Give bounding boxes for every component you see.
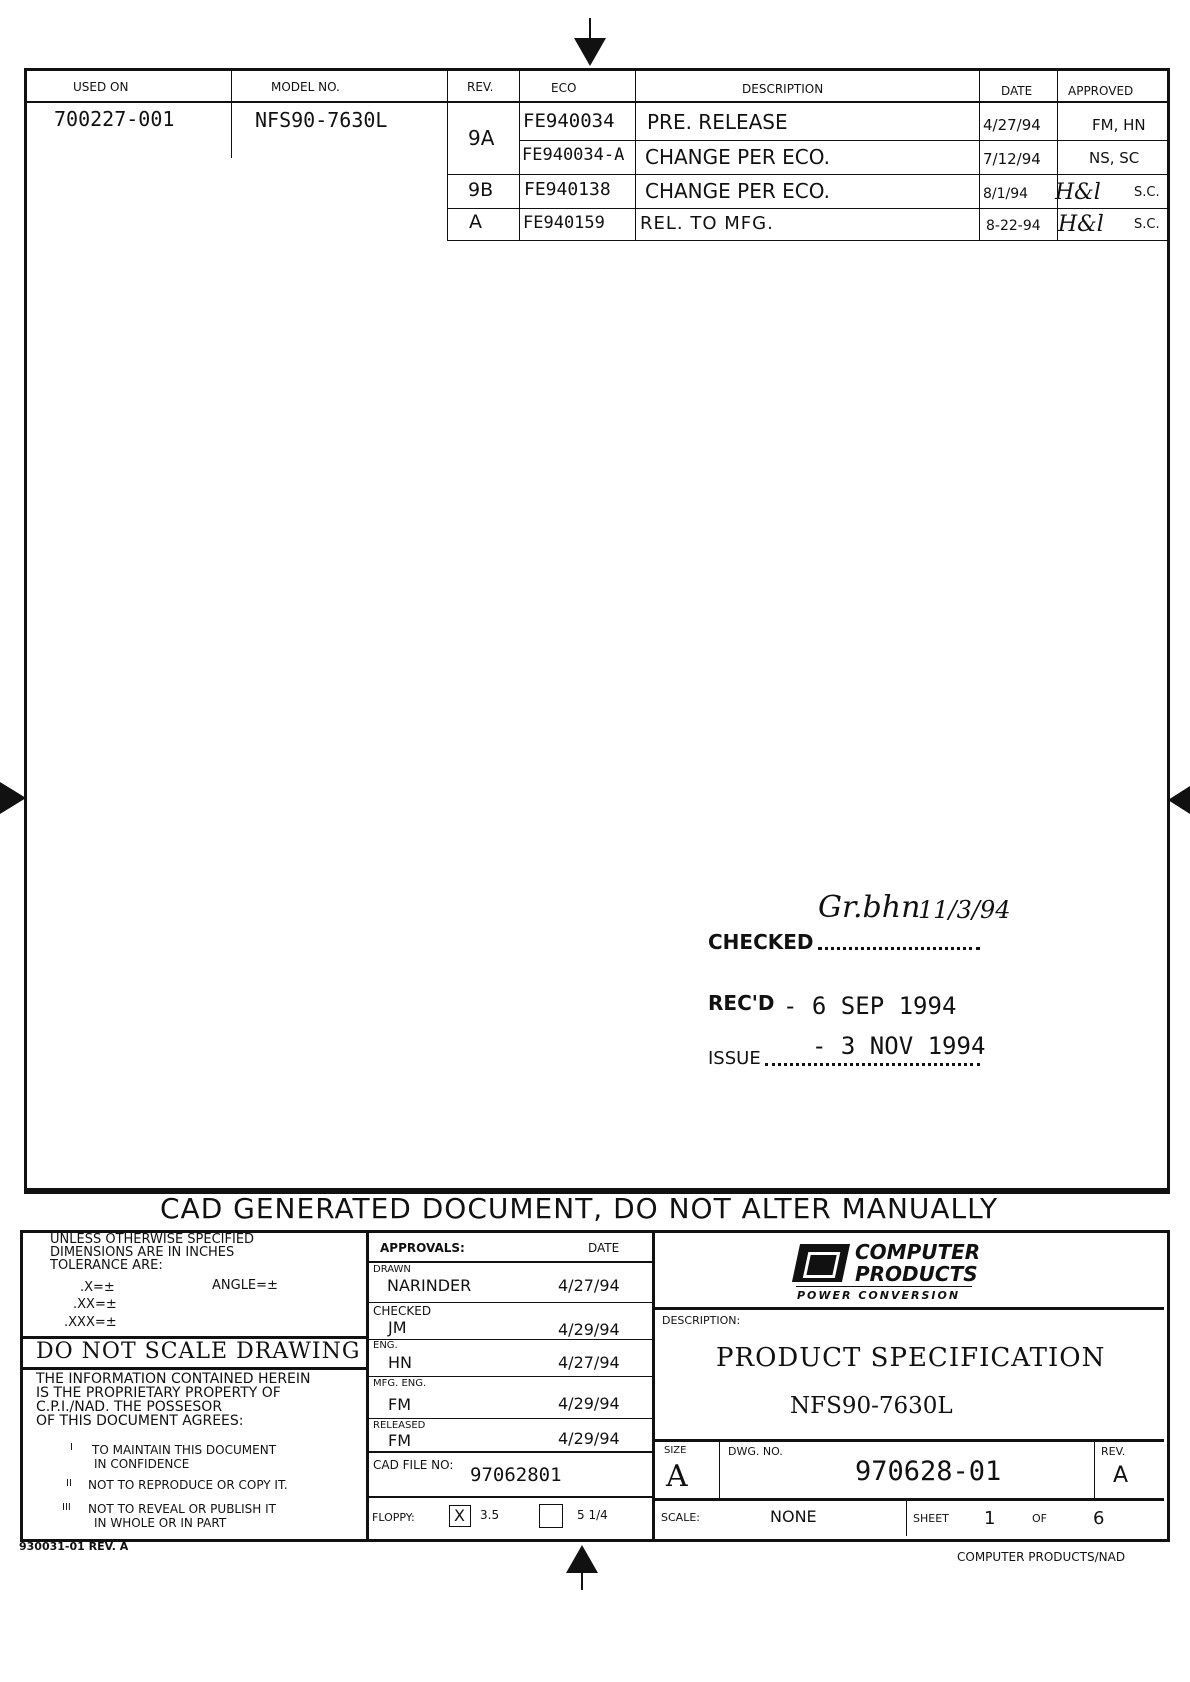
floppy-35-checkbox bbox=[449, 1505, 471, 1527]
scale-label: SCALE: bbox=[661, 1511, 700, 1524]
tolerance-line-1: UNLESS OTHERWISE SPECIFIED bbox=[50, 1232, 255, 1247]
cad-file-no: 97062801 bbox=[470, 1464, 562, 1486]
company-logo bbox=[792, 1244, 850, 1282]
tolerance-xx: .XX=± bbox=[73, 1297, 117, 1312]
rev-value: A bbox=[1113, 1463, 1129, 1488]
name-mfg-eng: FM bbox=[388, 1395, 412, 1414]
cad-file-label: CAD FILE NO: bbox=[373, 1458, 454, 1472]
company-name-1: COMPUTER bbox=[855, 1240, 981, 1264]
role-mfg-eng: MFG. ENG. bbox=[373, 1378, 427, 1389]
issue-label: ISSUE bbox=[708, 1048, 761, 1069]
bottom-center-arrow bbox=[566, 1545, 598, 1573]
desc-row-3: CHANGE PER ECO. bbox=[645, 179, 830, 203]
date-row-2: 7/12/94 bbox=[983, 150, 1041, 168]
company-name-2: PRODUCTS bbox=[855, 1262, 978, 1286]
floppy-35-mark: X bbox=[454, 1506, 465, 1525]
dwg-no-label: DWG. NO. bbox=[728, 1445, 783, 1458]
role-eng: ENG. bbox=[373, 1340, 398, 1351]
header-approved: APPROVED bbox=[1068, 84, 1134, 98]
tolerance-line-2: DIMENSIONS ARE IN INCHES bbox=[50, 1245, 235, 1260]
drawing-border bbox=[24, 68, 1170, 1194]
proprietary-item-3-text: NOT TO REVEAL OR PUBLISH IT bbox=[88, 1502, 276, 1516]
date-checked: 4/29/94 bbox=[558, 1320, 620, 1339]
of-label: OF bbox=[1032, 1512, 1047, 1525]
approved-row-3: S.C. bbox=[1134, 185, 1160, 200]
date-row-3: 8/1/94 bbox=[983, 186, 1029, 202]
sheet-label: SHEET bbox=[913, 1512, 949, 1525]
eco-row-4: FE940159 bbox=[523, 213, 605, 233]
date-released: 4/29/94 bbox=[558, 1429, 620, 1448]
rev-row-1: 9A bbox=[468, 126, 495, 150]
header-eco: ECO bbox=[551, 81, 577, 95]
approval-signature-row-4: H&l bbox=[1058, 212, 1104, 237]
proprietary-line-3: C.P.I./NAD. THE POSSESOR bbox=[36, 1399, 223, 1415]
top-center-arrow bbox=[574, 38, 606, 66]
date-drawn: 4/27/94 bbox=[558, 1276, 620, 1295]
recd-label: REC'D bbox=[708, 991, 775, 1015]
proprietary-line-4: OF THIS DOCUMENT AGREES: bbox=[36, 1413, 244, 1429]
floppy-514-checkbox bbox=[539, 1504, 563, 1528]
proprietary-item-2-text: NOT TO REPRODUCE OR COPY IT. bbox=[88, 1478, 288, 1492]
description-label: DESCRIPTION: bbox=[662, 1314, 741, 1327]
date-eng: 4/27/94 bbox=[558, 1353, 620, 1372]
proprietary-item-1-text2: IN CONFIDENCE bbox=[94, 1457, 190, 1471]
form-number: 930031-01 REV. A bbox=[19, 1540, 129, 1553]
model-no-value: NFS90-7630L bbox=[255, 108, 388, 132]
recd-date: - 6 SEP 1994 bbox=[783, 992, 957, 1020]
date-row-4: 8-22-94 bbox=[986, 218, 1041, 234]
header-rev: REV. bbox=[467, 80, 494, 94]
checked-date: 11/3/94 bbox=[918, 896, 1011, 924]
approval-signature-row-3: H&l bbox=[1055, 180, 1101, 205]
do-not-scale: DO NOT SCALE DRAWING bbox=[36, 1339, 361, 1364]
scale-value: NONE bbox=[770, 1507, 817, 1526]
proprietary-item-2-num: II bbox=[66, 1478, 72, 1489]
used-on-value: 700227-001 bbox=[54, 107, 175, 131]
floppy-514-label: 5 1/4 bbox=[577, 1508, 608, 1522]
name-released: FM bbox=[388, 1431, 412, 1450]
rev-row-4: A bbox=[469, 211, 482, 233]
floppy-label: FLOPPY: bbox=[372, 1511, 415, 1524]
cad-banner: CAD GENERATED DOCUMENT, DO NOT ALTER MANUALLY bbox=[160, 1192, 999, 1225]
company-footer: COMPUTER PRODUCTS/NAD bbox=[957, 1550, 1126, 1564]
desc-row-4: REL. TO MFG. bbox=[640, 213, 774, 234]
tolerance-line-3: TOLERANCE ARE: bbox=[50, 1258, 163, 1273]
approved-row-1: FM, HN bbox=[1092, 116, 1146, 134]
name-checked: JM bbox=[388, 1318, 407, 1337]
eco-row-3: FE940138 bbox=[524, 179, 611, 200]
tolerance-xxx: .XXX=± bbox=[64, 1315, 117, 1330]
eco-row-2: FE940034-A bbox=[522, 145, 625, 165]
approved-row-2: NS, SC bbox=[1089, 149, 1140, 167]
checked-signature: Gr.bhn bbox=[818, 890, 921, 925]
proprietary-item-1-text: TO MAINTAIN THIS DOCUMENT bbox=[92, 1443, 277, 1457]
desc-row-2: CHANGE PER ECO. bbox=[645, 145, 830, 169]
header-model-no: MODEL NO. bbox=[271, 80, 340, 94]
header-description: DESCRIPTION bbox=[742, 82, 824, 96]
checked-label: CHECKED bbox=[708, 930, 814, 954]
size-value: A bbox=[666, 1459, 688, 1494]
dwg-no-value: 970628-01 bbox=[855, 1456, 1002, 1487]
proprietary-item-3-text2: IN WHOLE OR IN PART bbox=[94, 1516, 227, 1530]
eco-row-1: FE940034 bbox=[523, 110, 615, 132]
product-title: PRODUCT SPECIFICATION bbox=[716, 1343, 1106, 1373]
date-mfg-eng: 4/29/94 bbox=[558, 1394, 620, 1413]
approvals-date-header: DATE bbox=[588, 1241, 620, 1255]
header-date: DATE bbox=[1001, 84, 1033, 98]
header-used-on: USED ON bbox=[73, 80, 129, 94]
issue-date: - 3 NOV 1994 bbox=[812, 1032, 986, 1060]
left-center-arrow bbox=[0, 782, 26, 814]
role-checked: CHECKED bbox=[373, 1304, 432, 1318]
role-released: RELEASED bbox=[373, 1420, 426, 1431]
proprietary-line-1: THE INFORMATION CONTAINED HEREIN bbox=[36, 1371, 311, 1387]
rev-label: REV. bbox=[1101, 1445, 1126, 1458]
checked-dotted-line bbox=[818, 947, 980, 950]
approved-row-4: S.C. bbox=[1134, 217, 1160, 232]
name-eng: HN bbox=[388, 1353, 412, 1372]
tolerance-x: .X=± bbox=[80, 1280, 115, 1295]
size-label: SIZE bbox=[664, 1445, 687, 1456]
name-drawn: NARINDER bbox=[387, 1276, 472, 1295]
date-row-1: 4/27/94 bbox=[983, 116, 1041, 134]
role-drawn: DRAWN bbox=[373, 1264, 411, 1275]
tolerance-angle: ANGLE=± bbox=[212, 1278, 278, 1293]
floppy-35-label: 3.5 bbox=[480, 1508, 500, 1522]
proprietary-item-3-num: III bbox=[62, 1502, 71, 1513]
proprietary-item-1-num: I bbox=[70, 1442, 73, 1453]
proprietary-line-2: IS THE PROPRIETARY PROPERTY OF bbox=[36, 1385, 281, 1401]
of-value: 6 bbox=[1093, 1508, 1105, 1529]
desc-row-1: PRE. RELEASE bbox=[647, 110, 788, 134]
rev-row-3: 9B bbox=[468, 179, 494, 201]
right-center-arrow bbox=[1168, 786, 1190, 814]
company-tagline: POWER CONVERSION bbox=[797, 1289, 961, 1302]
issue-dotted-line bbox=[765, 1063, 980, 1066]
sheet-value: 1 bbox=[984, 1508, 996, 1529]
product-subtitle: NFS90-7630L bbox=[790, 1393, 953, 1419]
approvals-header: APPROVALS: bbox=[380, 1241, 465, 1255]
